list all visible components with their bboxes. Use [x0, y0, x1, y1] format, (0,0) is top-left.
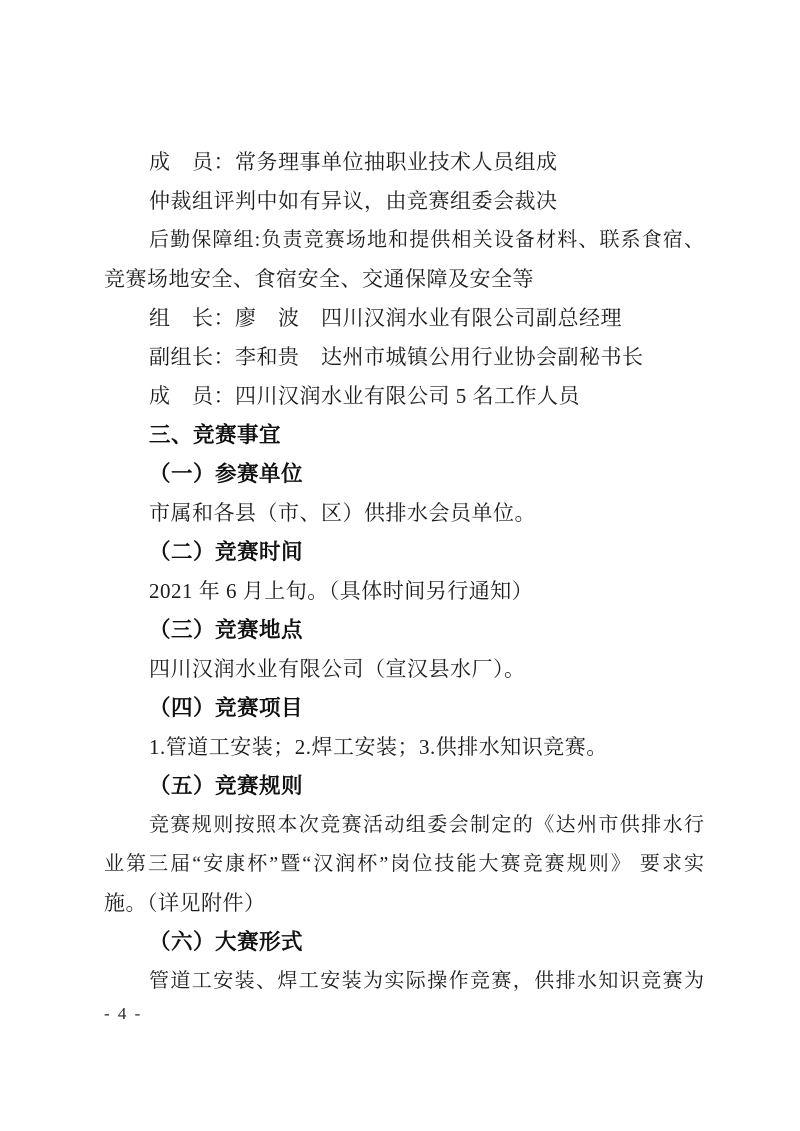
line-rules-part-3: 施。（详见附件）	[104, 891, 266, 915]
heading-competition-events: （四）竞赛项目	[149, 696, 304, 720]
line-group-members: 成 员：四川汉润水业有限公司 5 名工作人员	[149, 384, 580, 408]
heading-competition-time: （二）竞赛时间	[149, 540, 304, 564]
line-competition-time: 2021 年 6 月上旬。（具体时间另行通知）	[149, 579, 534, 603]
heading-participating-units: （一）参赛单位	[149, 462, 304, 486]
line-arbitration-note: 仲裁组评判中如有异议，由竞赛组委会裁决	[149, 189, 558, 213]
line-competition-events: 1.管道工安装；2.焊工安装；3.供排水知识竞赛。	[149, 735, 608, 759]
line-participating-units: 市属和各县（市、区）供排水会员单位。	[149, 501, 536, 525]
line-group-leader: 组 长：廖 波 四川汉润水业有限公司副总经理	[149, 306, 622, 330]
heading-section-competition-matters: 三、竞赛事宜	[149, 423, 282, 447]
heading-competition-format: （六）大赛形式	[149, 930, 304, 954]
heading-competition-venue: （三）竞赛地点	[149, 618, 304, 642]
line-rules-part-2: 业第三届“安康杯”暨“汉润杯”岗位技能大赛竞赛规则》 要求实	[104, 853, 704, 875]
line-format-part-1: 管道工安装、焊工安装为实际操作竞赛，供排水知识竞赛为	[149, 970, 704, 992]
line-competition-venue: 四川汉润水业有限公司（宣汉县水厂）。	[149, 657, 526, 681]
page-number: - 4 -	[104, 1004, 143, 1023]
line-rules-part-1: 竞赛规则按照本次竞赛活动组委会制定的《达州市供排水行	[149, 814, 704, 836]
line-logistics-group-continued: 竞赛场地安全、食宿安全、交通保障及安全等	[104, 267, 534, 291]
line-logistics-group: 后勤保障组:负责竞赛场地和提供相关设备材料、联系食宿、	[149, 229, 704, 251]
line-committee-members: 成 员：常务理事单位抽职业技术人员组成	[149, 150, 558, 174]
heading-competition-rules: （五）竞赛规则	[149, 774, 304, 798]
document-body	[104, 143, 704, 1001]
line-deputy-group-leader: 副组长：李和贵 达州市城镇公用行业协会副秘书长	[149, 345, 644, 369]
